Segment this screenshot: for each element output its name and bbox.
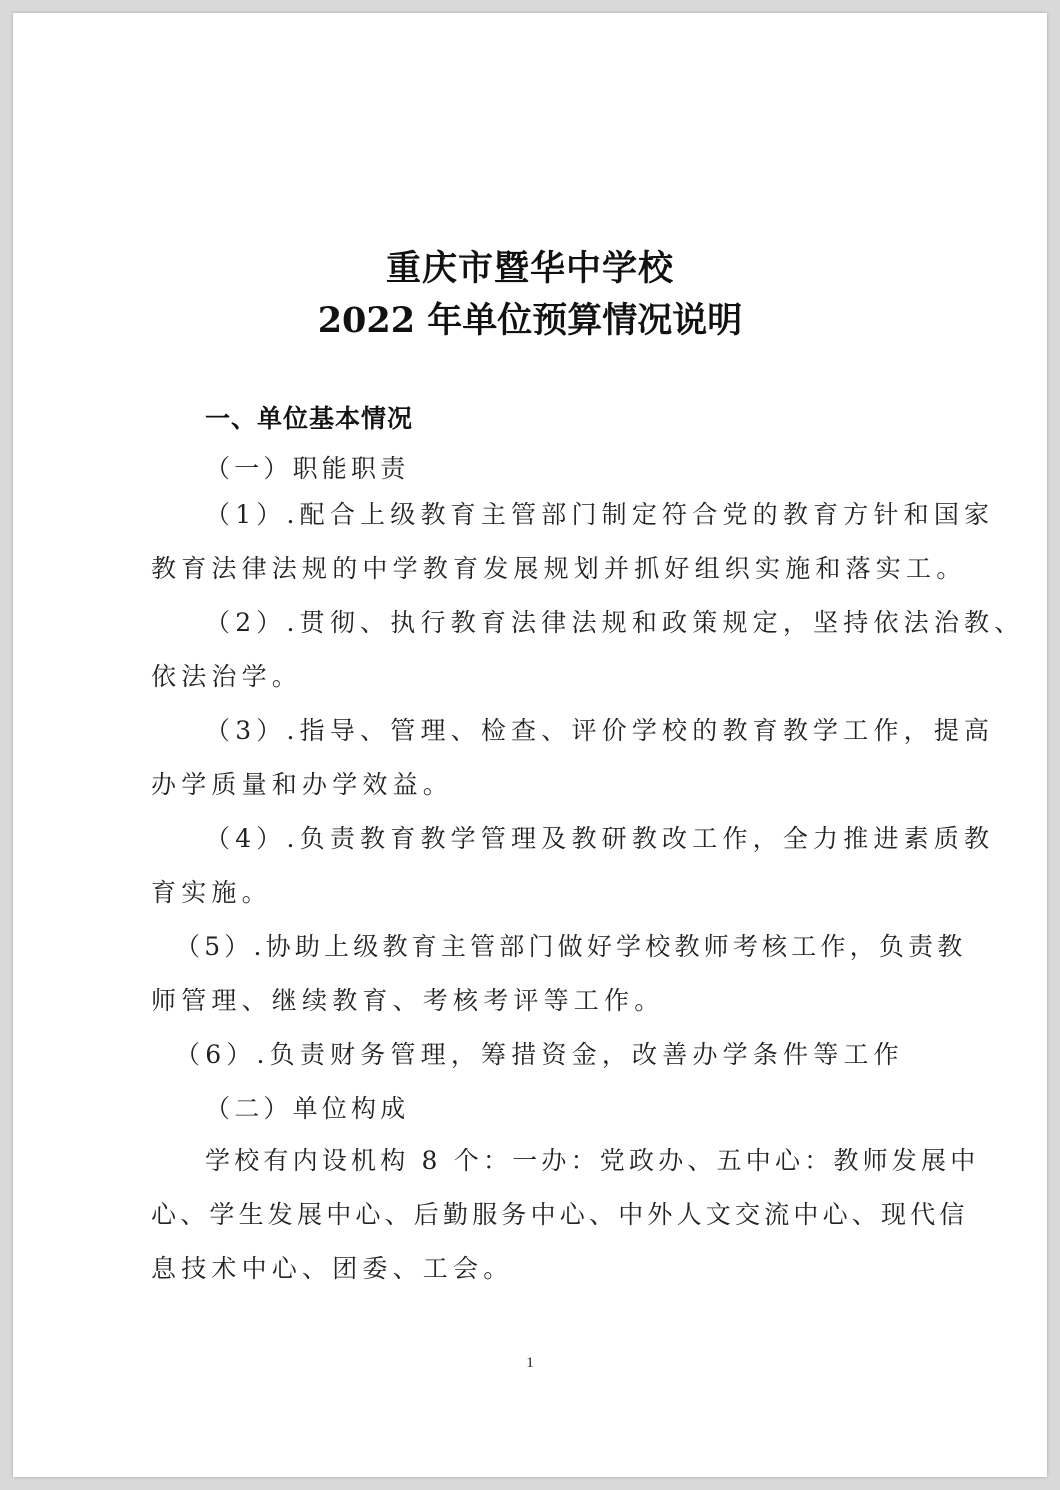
- subsection-heading-duties: （一）职能职责: [205, 454, 410, 483]
- duty-item-2-line2: 依法治学。: [151, 662, 303, 691]
- duty-item-3-line2: 办学质量和办学效益。: [151, 770, 454, 799]
- section-heading-basic-info: 一、单位基本情况: [205, 404, 414, 433]
- duty-item-5-line2: 师管理、继续教育、考核考评等工作。: [151, 986, 665, 1015]
- duty-item-4-line1: （4）.负责教育教学管理及教研教改工作，全力推进素质教: [205, 824, 995, 853]
- duty-item-2-line1: （2）.贯彻、执行教育法律法规和政策规定，坚持依法治教、: [205, 608, 1025, 637]
- composition-line2: 心、学生发展中心、后勤服务中心、中外人文交流中心、现代信: [151, 1200, 969, 1229]
- document-title-line2: 2022 年单位预算情况说明: [317, 300, 743, 341]
- duty-item-3-line1: （3）.指导、管理、检查、评价学校的教育教学工作，提高: [205, 716, 995, 745]
- duty-item-1-line2: 教育法律法规的中学教育发展规划并抓好组织实施和落实工。: [151, 554, 967, 583]
- subsection-heading-composition: （二）单位构成: [205, 1094, 410, 1123]
- document-title-line1: 重庆市暨华中学校: [385, 248, 674, 289]
- duty-item-4-line2: 育实施。: [151, 878, 272, 907]
- composition-line3: 息技术中心、团委、工会。: [151, 1254, 514, 1283]
- duty-item-5-line1: （5）.协助上级教育主管部门做好学校教师考核工作，负责教: [175, 932, 967, 961]
- document-page: [13, 13, 1047, 1477]
- composition-line1: 学校有内设机构 8 个：一办：党政办、五中心：教师发展中: [205, 1146, 980, 1175]
- duty-item-6-line1: （6）.负责财务管理，筹措资金，改善办学条件等工作: [175, 1040, 904, 1069]
- duty-item-1-line1: （1）.配合上级教育主管部门制定符合党的教育方针和国家: [205, 500, 995, 529]
- page-number: 1: [526, 1355, 534, 1371]
